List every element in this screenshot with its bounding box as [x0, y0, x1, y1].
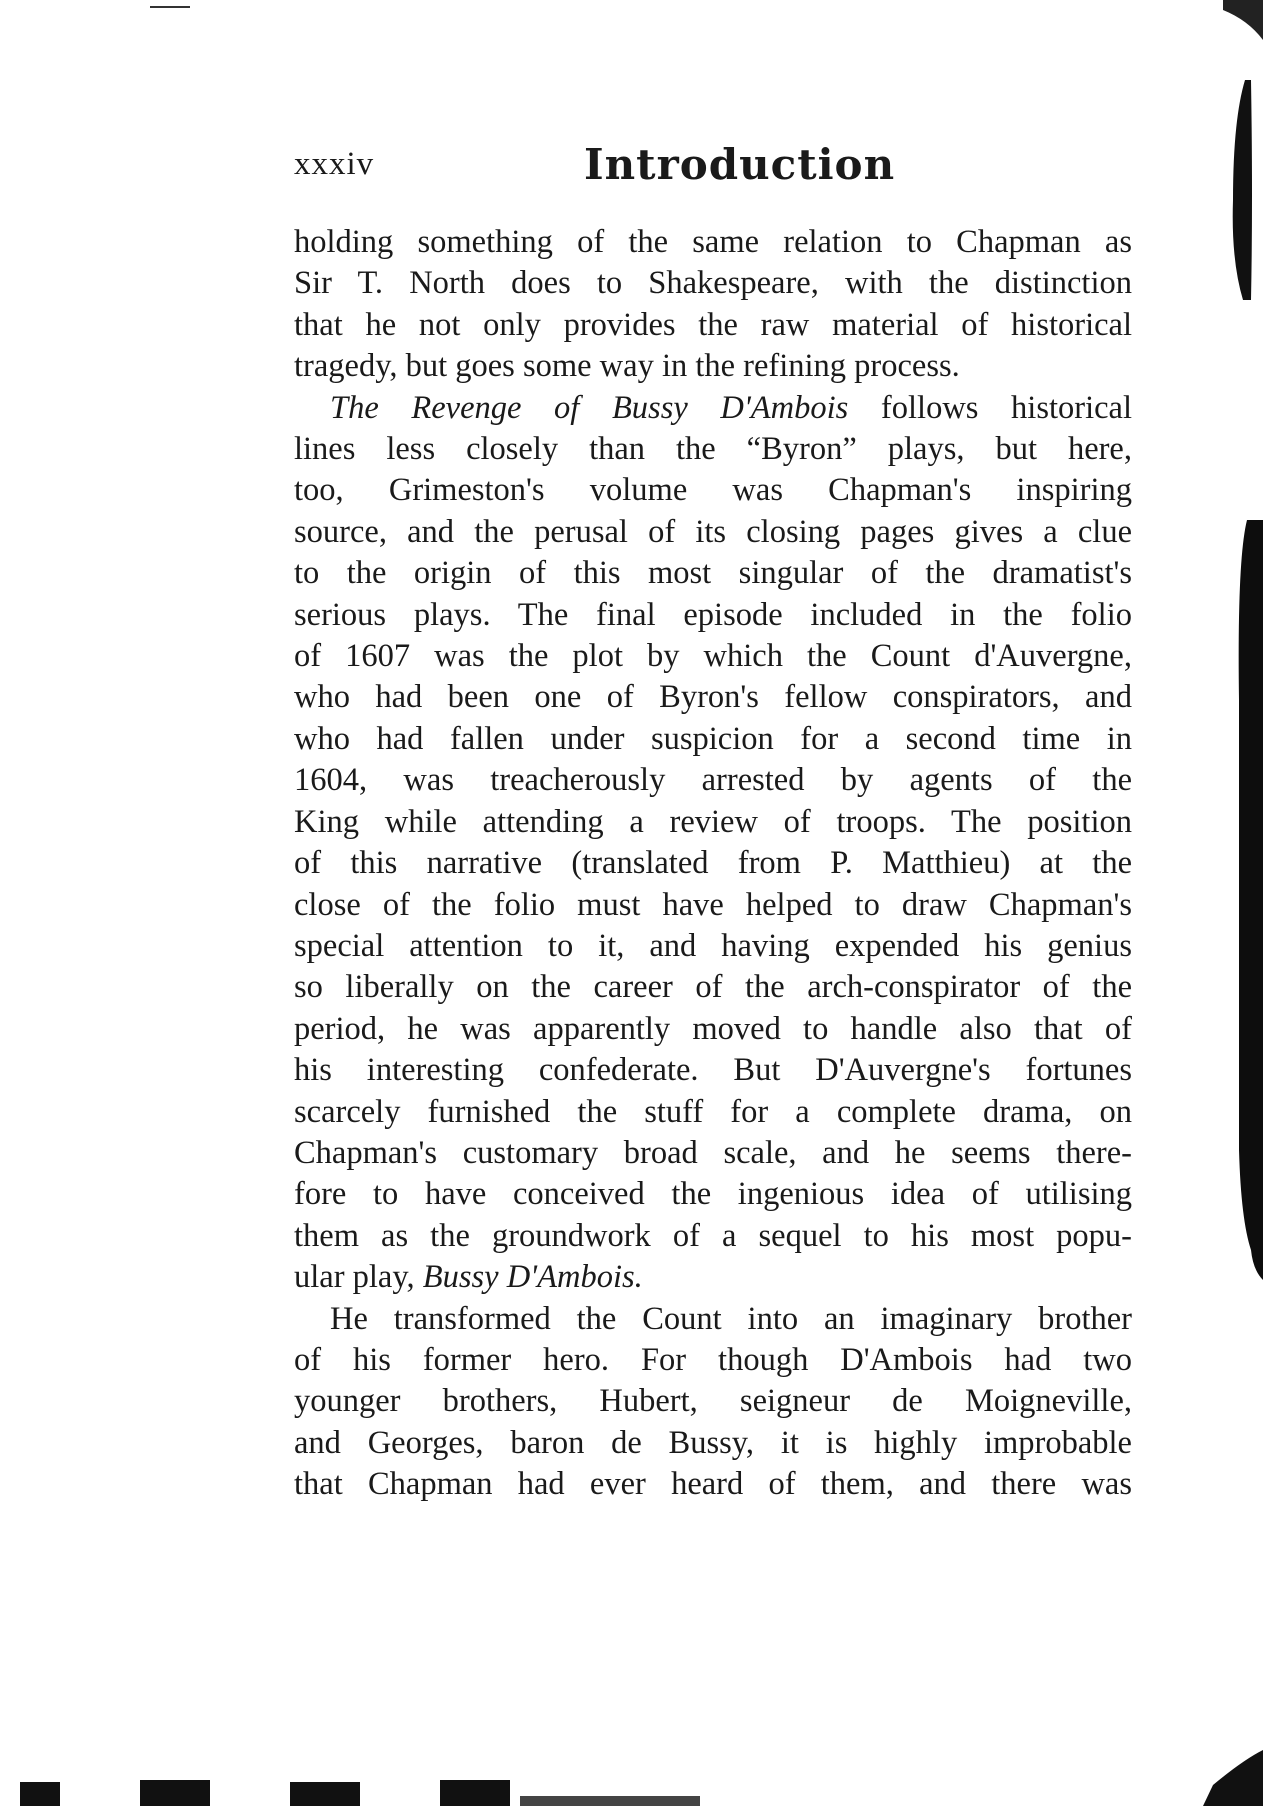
text-line [294, 388, 1132, 429]
text-line: them as the groundwork of a sequel to his most popu- [294, 1217, 1132, 1254]
text-line: too, Grimeston's volume was Chapman's inspiring [294, 472, 1132, 509]
body-text [294, 222, 1132, 1506]
text-line: special attention to it, and having expended his genius [294, 927, 1132, 964]
scan-artifact-right-edge [1203, 0, 1263, 1806]
running-head: Introduction [584, 140, 896, 189]
text-line: Chapman's customary broad scale, and he seems there- [294, 1134, 1132, 1171]
text-line: close of the folio must have helped to draw Chapman's [294, 886, 1132, 923]
text-line: of his former hero. For though D'Ambois had two [294, 1341, 1132, 1378]
text-line: to the origin of this most singular of the dramatist's [294, 555, 1132, 592]
text-line: serious plays. The final episode included in the folio [294, 596, 1132, 633]
text-line: his interesting confederate. But D'Auvergne's fortunes [294, 1052, 1132, 1089]
text-line: who had fallen under suspicion for a second time in [294, 720, 1132, 757]
play-title: The Revenge of Bussy D'Ambois [330, 389, 849, 426]
text-line: that he not only provides the raw material of historical [294, 306, 1132, 343]
text-line [294, 1257, 1132, 1298]
text-fragment: ular play, [294, 1259, 423, 1296]
text-line: lines less closely than the “Byron” plays, but here, [294, 431, 1132, 468]
text-line: tragedy, but goes some way in the refining process. [294, 348, 960, 385]
text-line: scarcely furnished the stuff for a complete drama, on [294, 1093, 1132, 1130]
text-line: 1604, was treacherously arrested by agents of the [294, 762, 1132, 799]
page-number: xxxiv [294, 146, 375, 182]
text-line: and Georges, baron de Bussy, it is highly improbable [294, 1424, 1132, 1461]
text-line: He transformed the Count into an imaginary brother [330, 1300, 1132, 1337]
text-line: younger brothers, Hubert, seigneur de Moigneville, [294, 1383, 1132, 1420]
text-line: that Chapman had ever heard of them, and there was [294, 1466, 1132, 1503]
text-line: fore to have conceived the ingenious idea of utilising [294, 1176, 1132, 1213]
scan-artifact-top [150, 6, 190, 8]
text-line: holding something of the same relation to Chapman as [294, 224, 1132, 260]
play-title: Bussy D'Ambois. [422, 1259, 643, 1296]
text-line: source, and the perusal of its closing pages gives a clue [294, 513, 1132, 550]
scan-artifact-bottom-edge [0, 1760, 1263, 1806]
text-line: of 1607 was the plot by which the Count d'Auvergne, [294, 638, 1132, 675]
text-line: King while attending a review of troops. The position [294, 803, 1132, 840]
text-line: who had been one of Byron's fellow conspirators, and [294, 679, 1132, 716]
text-fragment: follows historical [848, 389, 1132, 426]
text-line: period, he was apparently moved to handle also that of [294, 1010, 1132, 1047]
text-line: Sir T. North does to Shakespeare, with the distinction [294, 265, 1132, 302]
text-line: of this narrative (translated from P. Matthieu) at the [294, 845, 1132, 882]
text-line: so liberally on the career of the arch-conspirator of the [294, 969, 1132, 1006]
